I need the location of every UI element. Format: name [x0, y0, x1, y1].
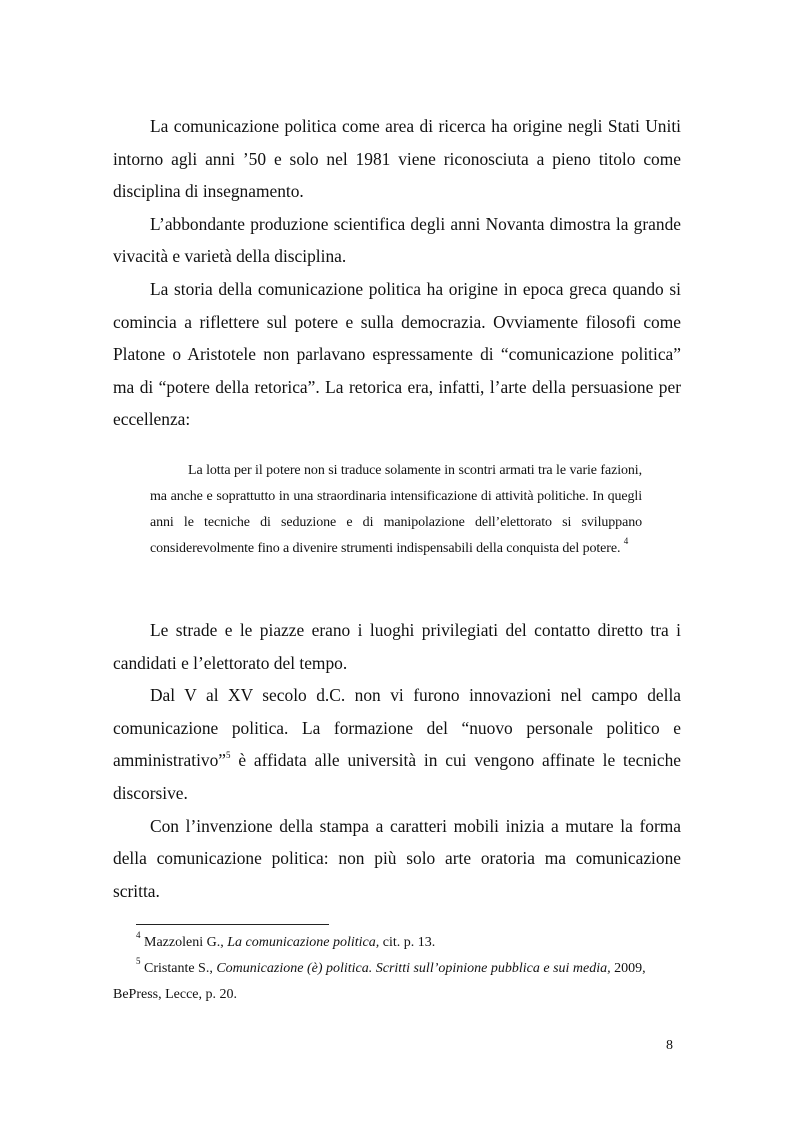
block-quote: [150, 458, 642, 562]
paragraph-5: [113, 679, 681, 809]
quote-footnote-ref: 4: [623, 536, 629, 547]
footnote-divider: [136, 924, 329, 925]
footnote-5-number: 5: [136, 956, 141, 967]
paragraph-6: Con l’invenzione della stampa a caratteri mobili inizia a mutare la forma della comunicazione politica: non più solo arte oratoria ma comunicazione scritta.: [113, 815, 681, 901]
footnote-5: [113, 956, 681, 1008]
paragraph-2: L’abbondante produzione scientifica degli anni Novanta dimostra la grande vivacità e varietà della disciplina.: [113, 213, 681, 267]
paragraph-5-footnote-ref: 5: [226, 749, 231, 760]
body-section-top: [113, 110, 681, 436]
footnote-4-title: La comunicazione politica,: [227, 935, 380, 950]
quote-text: La lotta per il potere non si traduce solamente in scontri armati tra le varie fazioni, ma anche e soprattutto in una straordinaria intensificazione di attività politiche. In quegli anni le tecniche di seduzione e di manipolazione dell’elettorato si sviluppano considerevolmente fino a divenire strumenti indispensabili della conquista del potere.: [150, 463, 642, 556]
footnotes: [113, 930, 681, 1008]
footnote-4: [113, 930, 681, 956]
page-number: 8: [666, 1038, 673, 1053]
footnote-4-rest: cit. p. 13.: [379, 935, 436, 950]
footnote-5-title: Comunicazione (è) politica. Scritti sull’opinione pubblica e sui media,: [216, 961, 611, 976]
footnote-5-rest: 2009, BePress, Lecce, p. 20.: [113, 961, 646, 1002]
paragraph-5-start: Dal V al XV secolo d.C. non vi furono innovazioni nel campo della comunicazione politica. La formazione del “nuovo personale politico e amministrativo”: [113, 685, 681, 771]
footnote-5-author: Cristante S.,: [140, 961, 217, 976]
paragraph-3: La storia della comunicazione politica ha origine in epoca greca quando si comincia a riflettere sul potere e sulla democrazia. Ovviamente filosofi come Platone o Aristotele non parlavano espressamente di “comunicazione politica” ma di “potere della retorica”. La retorica era, infatti, l’arte della persuasione per eccellenza:: [113, 278, 681, 430]
paragraph-4: Le strade e le piazze erano i luoghi privilegiati del contatto diretto tra i candidati e l’elettorato del tempo.: [113, 620, 681, 673]
paragraph-1: La comunicazione politica come area di ricerca ha origine negli Stati Uniti intorno agli anni ’50 e solo nel 1981 viene riconosciuta a pieno titolo come disciplina di insegnamento.: [113, 116, 681, 202]
footnote-4-number: 4: [136, 930, 141, 941]
body-section-bottom: [113, 614, 681, 907]
footnote-4-author: Mazzoleni G.,: [140, 935, 228, 950]
paragraph-5-end: è affidata alle università in cui vengono affinate le tecniche discorsive.: [113, 750, 681, 803]
